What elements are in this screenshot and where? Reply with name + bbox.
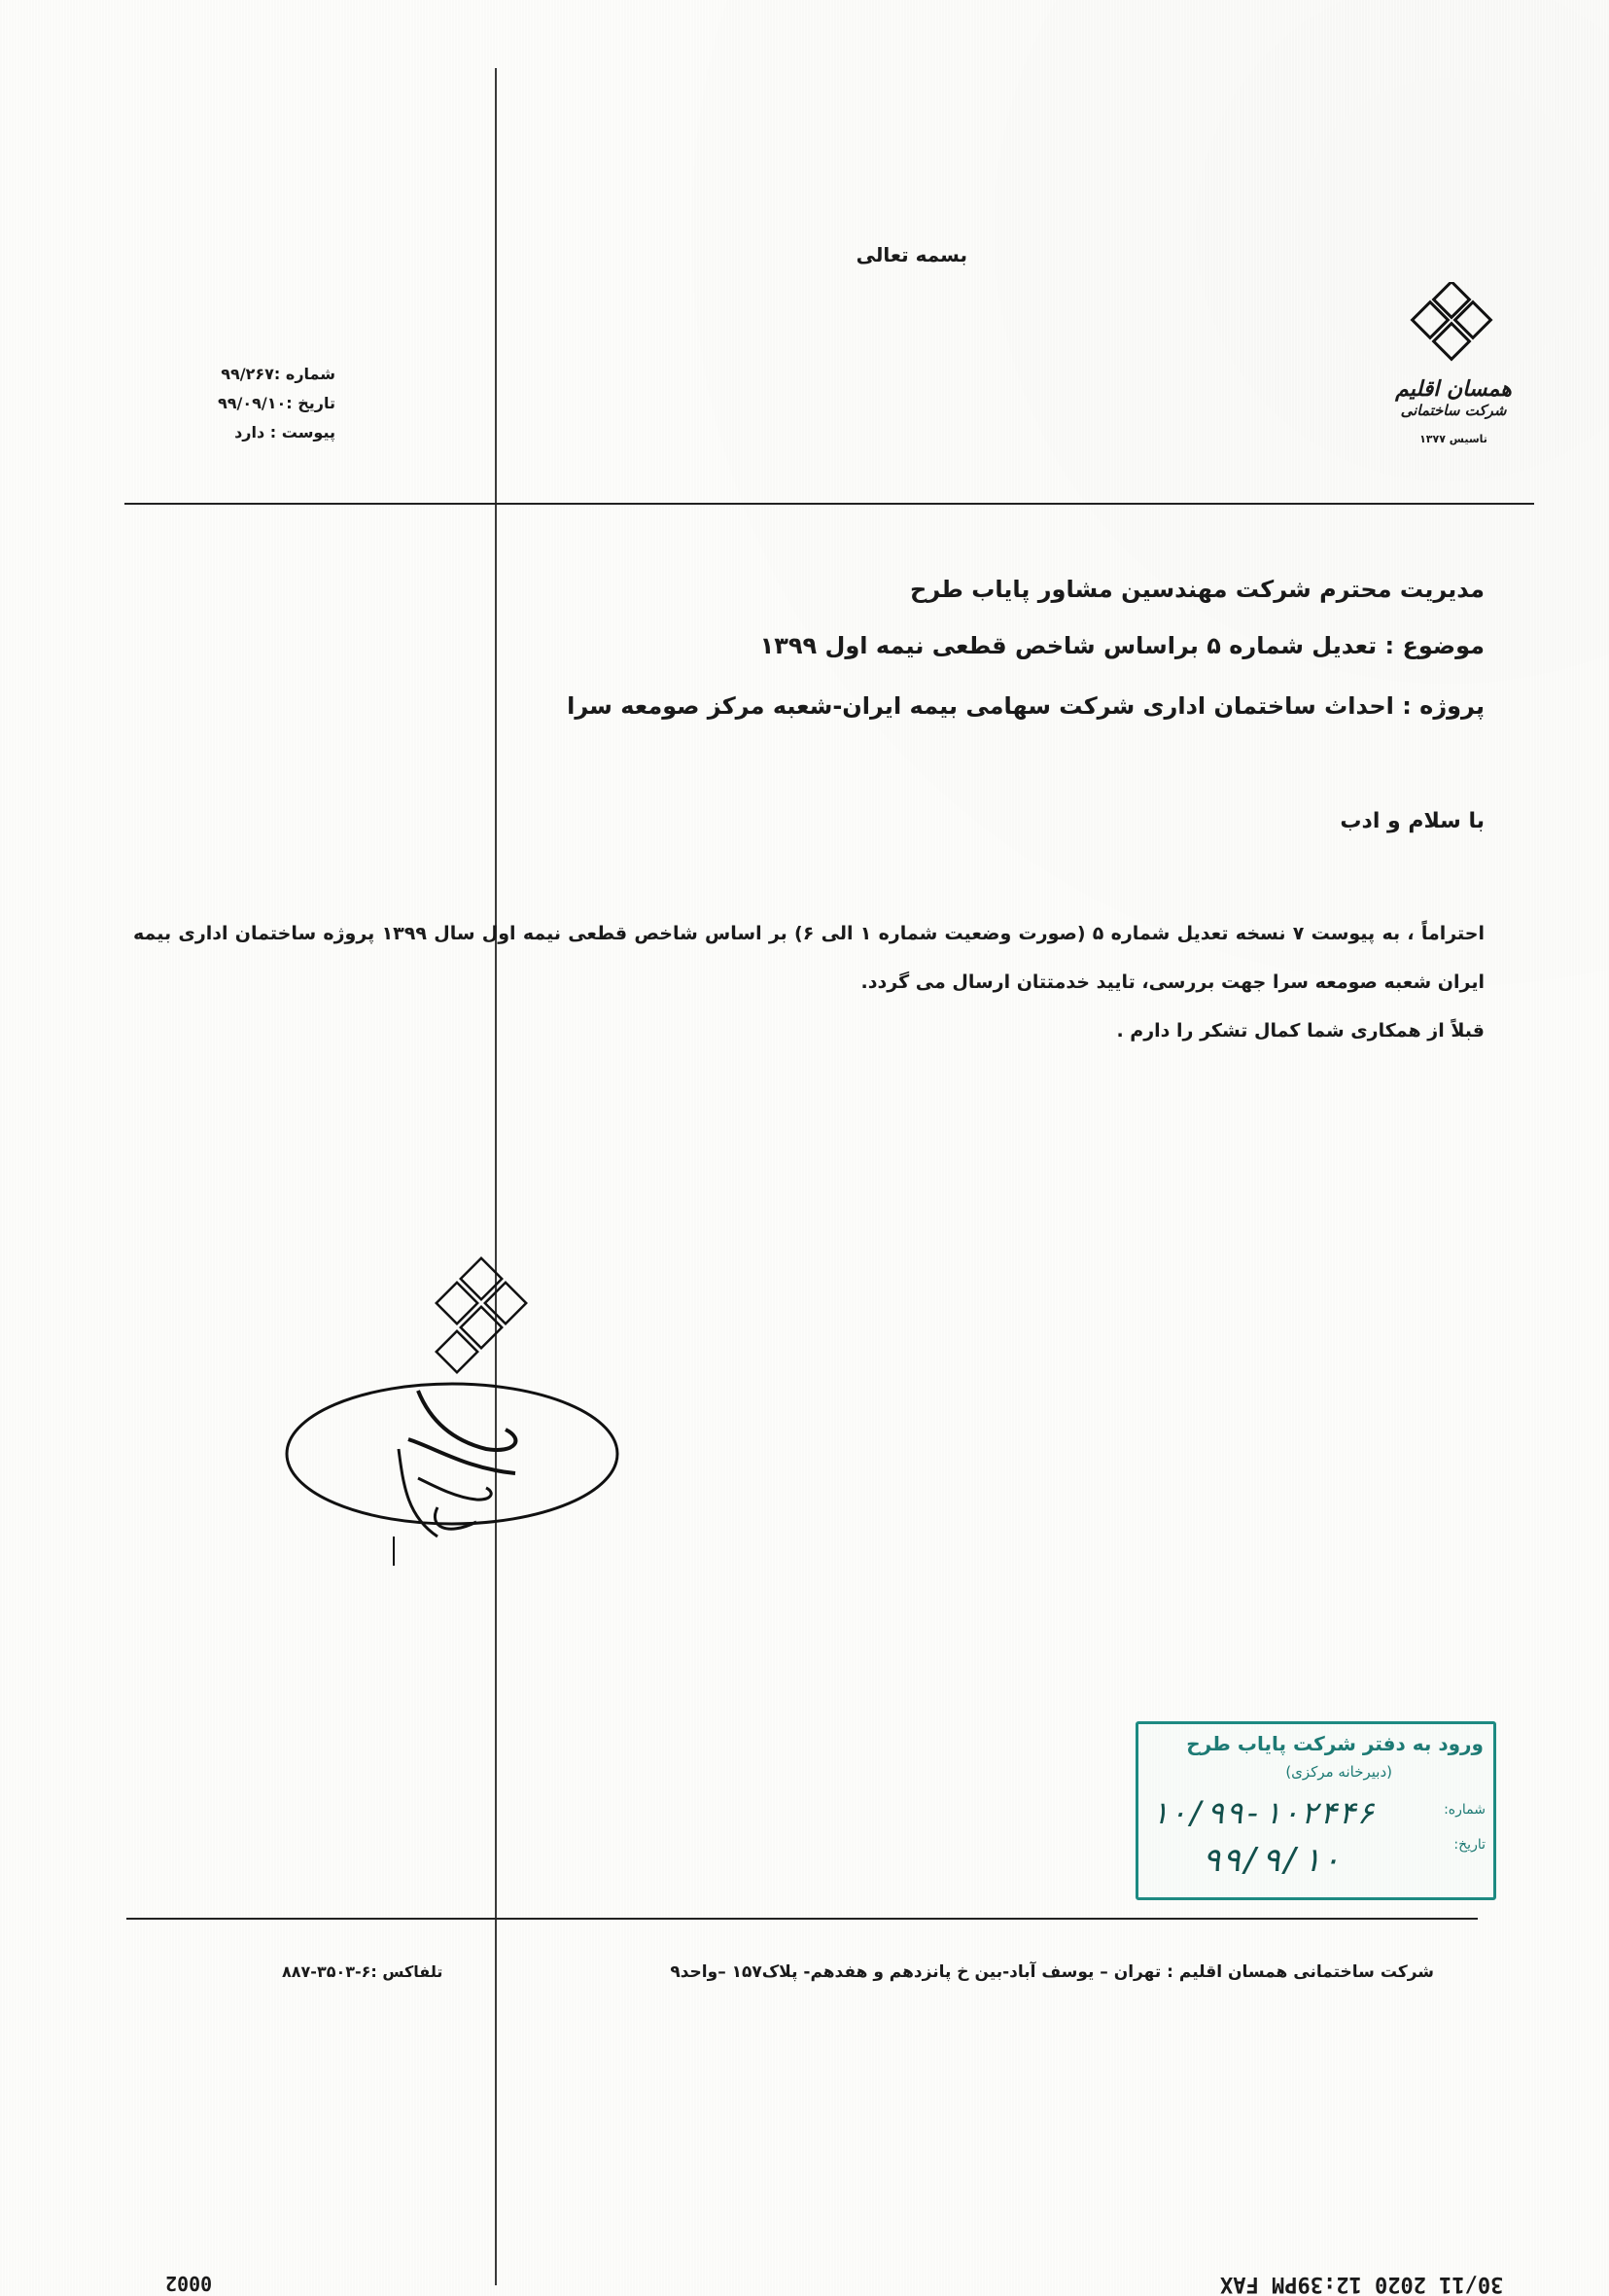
letter-date: تاریخ :۹۹/۰۹/۱۰ — [217, 394, 335, 412]
logo-mark-icon — [1400, 282, 1507, 370]
stamp-number-value: ۱۰/۹۹-۱۰۲۴۴۶ — [1150, 1794, 1376, 1831]
signature-seal-icon — [282, 1245, 622, 1566]
greeting: با سلام و ادب — [1340, 809, 1485, 833]
footer-divider — [126, 1918, 1478, 1920]
logo-subtitle: شرکت ساختمانی — [1400, 402, 1507, 419]
fold-line — [495, 68, 497, 2285]
stamp-title: ورود به دفتر شرکت پایاب طرح — [1186, 1732, 1484, 1755]
stamp-number-label: شماره: — [1444, 1802, 1486, 1818]
addressee: مدیریت محترم شرکت مهندسین مشاور پایاب طرح — [910, 576, 1485, 603]
fax-header: 30/11 2020 12:39PM FAX — [1220, 2272, 1504, 2296]
stamp-subtitle: (دبیرخانه مرکزی) — [1285, 1763, 1392, 1781]
stamp-date-value: ۹۹/۹/۱۰ — [1202, 1841, 1342, 1880]
footer-address: شرکت ساختمانی همسان اقلیم : تهران – یوسف آباد-بین خ پانزدهم و هفدهم- پلاک۱۵۷ –واحد۹ — [670, 1962, 1434, 1982]
closing-thanks: قبلاً از همکاری شما کمال تشکر را دارم . — [1116, 1020, 1485, 1042]
logo-name: همسان اقلیم — [1395, 377, 1512, 402]
letter-body: احتراماً ، به پیوست ۷ نسخه تعدیل شماره ۵ (صورت وضعیت شماره ۱ الی ۶) بر اساس شاخص قطعی نیمه اول سال ۱۳۹۹ پروژه ساختمان اداری بیمه ایران شعبه صومعه سرا جهت بررسی، تایید خدمتتان ارسال می گردد. — [133, 923, 1486, 993]
footer-telfax: تلفاکس :۶-۳۵۰۳-۸۸۷ — [282, 1962, 443, 1981]
logo-established: تاسیس ۱۳۷۷ — [1419, 433, 1487, 445]
project-line: پروژه : احداث ساختمان اداری شرکت سهامی بیمه ایران-شعبه مرکز صومعه سرا — [567, 692, 1485, 720]
letter-meta — [209, 360, 335, 447]
letter-attachment: پیوست : دارد — [234, 423, 335, 442]
receipt-stamp — [1136, 1721, 1496, 1900]
company-logo — [1376, 282, 1531, 445]
stamp-date-label: تاریخ: — [1453, 1837, 1486, 1853]
header-divider — [124, 503, 1534, 505]
letter-number: شماره :۹۹/۲۶۷ — [221, 365, 335, 383]
fax-page-number: 0002 — [165, 2272, 213, 2295]
subject-line: موضوع : تعدیل شماره ۵ براساس شاخص قطعی نیمه اول ۱۳۹۹ — [759, 632, 1485, 659]
bismillah: بسمه تعالی — [856, 243, 967, 266]
